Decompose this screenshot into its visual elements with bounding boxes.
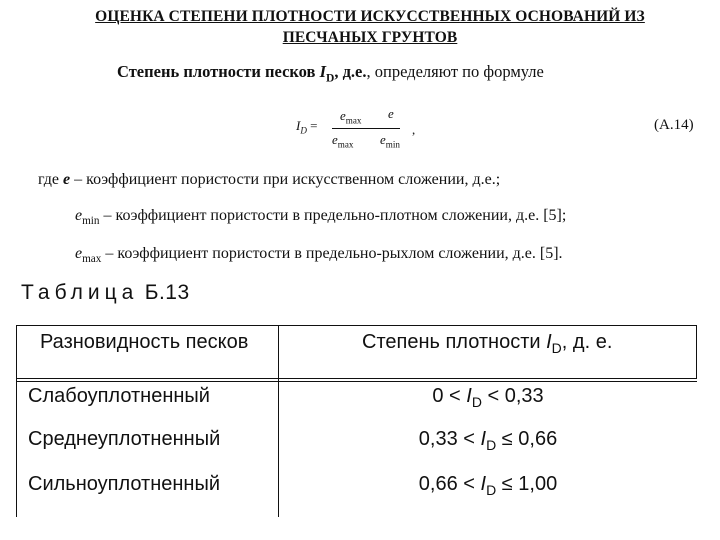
page-title (40, 6, 700, 48)
definition-e: где e – коэффициент пористости при искусственном сложении, д.е.; (38, 171, 501, 188)
title-line-1: ОЦЕНКА СТЕПЕНИ ПЛОТНОСТИ ИСКУССТВЕННЫХ ОСНОВАНИЙ ИЗ (95, 8, 645, 25)
header-col1: Разновидность песков (40, 331, 249, 353)
formula-lhs-sub: D (300, 125, 307, 136)
formula-den-b-sub: min (385, 139, 400, 150)
intro-sentence (117, 62, 544, 84)
title-line-2: ПЕСЧАНЫХ ГРУНТОВ (282, 29, 458, 46)
table-column-divider (278, 325, 279, 517)
table-row-name: Сильноуплотненный (28, 473, 221, 495)
intro-subscript: D (325, 72, 335, 85)
caption-word: Таблица (21, 281, 139, 304)
formula-lhs: I (296, 118, 301, 133)
table-row-value: $0,66 < I_D \le 1,00$ (418, 473, 558, 498)
intro-rest: , определяют по формуле (366, 62, 544, 81)
formula-den-b: e (380, 132, 386, 147)
table-caption (21, 281, 190, 305)
density-formula (296, 104, 426, 152)
table-row-name: Среднеуплотненный (28, 428, 221, 450)
intro-symbol: I (319, 62, 326, 81)
caption-number: Б.13 (144, 281, 190, 304)
definition-symbol: e (75, 245, 83, 262)
intro-units: , д.е. (334, 62, 367, 81)
table-row-value: $0 < I_D < 0,33$ (432, 385, 544, 410)
formula-num-b: e (388, 106, 394, 121)
formula-equals: = (310, 118, 318, 133)
definition-symbol: e (75, 207, 83, 224)
formula-num-a-sub: max (345, 115, 362, 126)
definition-symbol: e (63, 171, 71, 188)
formula-num-a: e (340, 108, 346, 123)
formula-den-a: e (332, 132, 338, 147)
table-row-value: $0,33 < I_D \le 0,66$ (418, 428, 558, 453)
intro-bold: Степень плотности песков (117, 62, 316, 81)
header-divider-1 (16, 378, 697, 379)
density-table (16, 325, 697, 517)
definition-emin: $e_{min}$ – коэффициент пористости в предельно-плотном сложении, д.е. [5]; (75, 207, 567, 228)
formula-comma: , (412, 122, 416, 137)
fraction-line (332, 128, 400, 129)
definition-emax: $e_{max}$ – коэффициент пористости в предельно-рыхлом сложении, д.е. [5]. (75, 245, 563, 266)
table-left-border (16, 325, 17, 517)
table-top-border (16, 325, 697, 326)
formula-den-a-sub: max (337, 139, 354, 150)
header-col2: Степень плотности $I_D$, д. е. (362, 331, 613, 356)
table-right-border (696, 325, 697, 379)
table-row-name: Слабоуплотненный (28, 385, 210, 407)
equation-number: (А.14) (654, 117, 694, 133)
header-divider-2 (16, 381, 697, 382)
